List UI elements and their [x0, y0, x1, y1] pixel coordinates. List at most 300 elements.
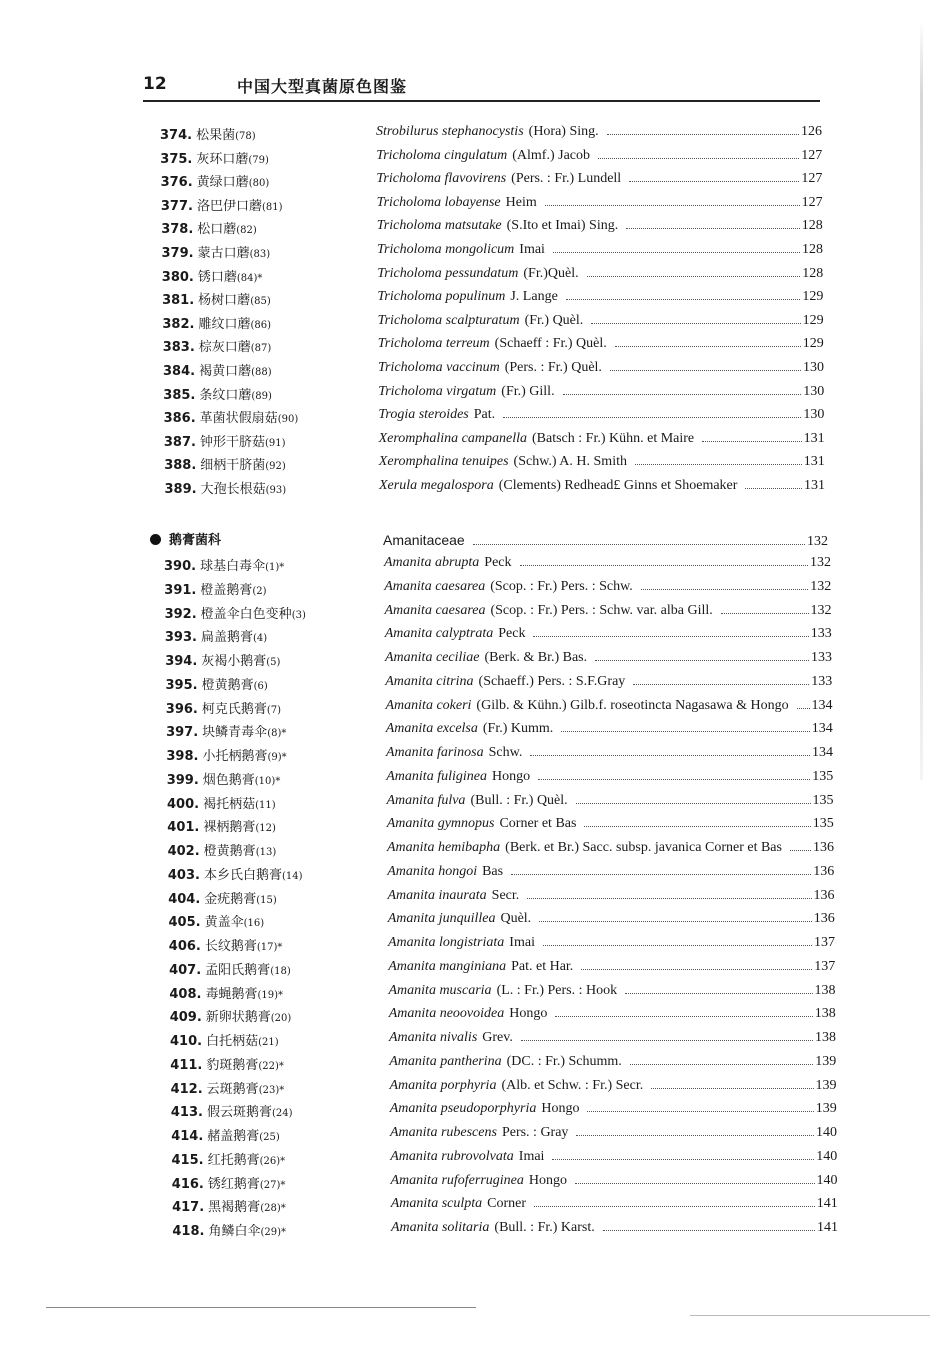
entry-scientific-name: Amanita ceciliae: [385, 650, 480, 665]
entry-author: (Fr.) Gill.: [501, 383, 555, 399]
entry-plate-code: (24): [271, 1108, 293, 1120]
entry-author: Secr.: [491, 887, 520, 903]
entry-author: (Bull. : Fr.) Quèl.: [470, 792, 568, 808]
entry-author: Heim: [505, 194, 537, 210]
entry-page: 140: [816, 1172, 838, 1188]
entry-author: Grev.: [482, 1030, 513, 1045]
entry-name-cn: 黄绿口蘑: [196, 175, 249, 191]
entry-star-mark: *: [280, 1155, 286, 1167]
entry-page: 134: [811, 721, 833, 737]
index-entry: [0, 555, 952, 577]
entry-star-mark: *: [280, 1203, 286, 1215]
entry-latin: [385, 674, 832, 690]
index-entry: [0, 336, 952, 358]
index-entry: [0, 360, 952, 382]
entry-name-cn: 革菌状假扇菇: [199, 411, 278, 427]
entry-number: 389.: [164, 482, 197, 497]
entry-scientific-name: Amanita solitaria: [391, 1220, 490, 1235]
entry-scientific-name: Amanita porphyria: [389, 1077, 497, 1093]
entry-author: (Bull. : Fr.) Karst.: [494, 1220, 595, 1235]
entry-plate-code: (29): [260, 1227, 282, 1238]
index-entry: [0, 674, 952, 696]
entry-plate-code: (20): [270, 1013, 292, 1025]
entry-chinese: [167, 793, 276, 812]
entry-plate-code: (6): [253, 680, 268, 692]
entry-scientific-name: Amanita cokeri: [385, 697, 472, 713]
entry-page: 129: [802, 289, 824, 305]
entry-page: 126: [801, 124, 822, 139]
entry-number: 396.: [165, 701, 198, 717]
entry-name-cn: 灰褐小鹅膏: [201, 654, 267, 669]
entry-scientific-name: Amanita calyptrata: [384, 626, 494, 642]
entry-number: 410.: [170, 1034, 203, 1049]
entry-page: 135: [812, 768, 834, 784]
entry-chinese: [164, 555, 284, 574]
entry-plate-code: (87): [250, 343, 272, 355]
leader-dots: [581, 968, 812, 970]
entry-latin: [390, 1125, 837, 1141]
entry-author: (Fr.) Quèl.: [524, 312, 584, 328]
entry-page: 132: [810, 578, 832, 594]
leader-dots: [530, 754, 810, 756]
entry-number: 399.: [166, 772, 199, 788]
entry-chinese: [166, 674, 268, 693]
entry-name-cn: 新卵状鹅膏: [205, 1010, 271, 1026]
entry-scientific-name: Trogia steroides: [378, 407, 469, 423]
entry-author: (Berk. & Br.) Bas.: [484, 650, 588, 665]
entry-plate-code: (18): [270, 965, 291, 977]
entry-name-cn: 本乡氏白鹅膏: [203, 867, 282, 883]
leader-dots: [576, 802, 811, 804]
entry-chinese: [164, 407, 299, 426]
entry-number: 398.: [166, 749, 199, 764]
entry-number: 413.: [170, 1105, 203, 1121]
entry-chinese: [171, 1101, 293, 1120]
index-entry: [0, 1101, 952, 1123]
entry-plate-code: (27): [259, 1179, 281, 1191]
entry-page: 127: [801, 147, 823, 163]
entry-latin: [389, 1030, 836, 1046]
entry-page: 132: [810, 555, 831, 570]
entry-name-cn: 块鳞青毒伞: [202, 725, 268, 741]
leader-dots: [545, 204, 800, 206]
leader-dots: [553, 251, 800, 253]
entry-number: 378.: [161, 222, 194, 238]
index-entry: [0, 1030, 952, 1052]
entry-author: Corner: [487, 1196, 527, 1212]
entry-number: 384.: [163, 364, 196, 379]
entry-plate-code: (13): [255, 847, 277, 858]
entry-plate-code: (80): [248, 178, 270, 190]
entry-number: 418.: [172, 1224, 205, 1239]
entry-chinese: [171, 1078, 285, 1097]
entry-chinese: [170, 1054, 284, 1073]
entry-chinese: [167, 816, 276, 835]
entry-name-cn: 棕灰口蘑: [198, 340, 251, 356]
entry-number: 414.: [171, 1129, 204, 1144]
entry-chinese: [172, 1220, 286, 1239]
entry-scientific-name: Amanita junquillea: [387, 911, 496, 927]
entry-star-mark: *: [277, 942, 283, 953]
entry-latin: [377, 195, 823, 211]
entry-author: (Gilb. & Kühn.) Gilb.f. roseotincta Nagasawa & Hongo: [476, 697, 789, 713]
entry-page: 136: [813, 840, 834, 855]
entry-page: 140: [816, 1125, 837, 1140]
entry-latin: [387, 793, 834, 809]
entry-scientific-name: Xeromphalina tenuipes: [378, 454, 509, 470]
entry-plate-code: (22): [258, 1060, 279, 1072]
entry-latin: [376, 124, 822, 140]
entry-page: 139: [815, 1077, 837, 1093]
entry-scientific-name: Tricholoma matsutake: [376, 218, 502, 234]
entry-plate-code: (12): [255, 823, 276, 835]
entry-latin: [391, 1196, 838, 1212]
leader-dots: [591, 322, 800, 324]
entry-scientific-name: Amanita neoovoidea: [388, 1006, 505, 1022]
entry-name-cn: 小托柄鹅膏: [202, 749, 268, 764]
index-entry: [0, 1220, 952, 1242]
entry-page: 128: [802, 265, 824, 281]
index-entry: [0, 289, 952, 311]
entry-name-cn: 松果菌: [196, 128, 236, 143]
entry-number: 382.: [162, 316, 195, 332]
entry-name-cn: 烟色鹅膏: [202, 772, 255, 788]
entry-scientific-name: Amanita muscaria: [388, 982, 492, 998]
leader-dots: [533, 635, 808, 637]
entry-star-mark: *: [278, 989, 284, 1001]
entry-latin: [387, 816, 834, 832]
entry-plate-code: (81): [261, 201, 283, 213]
entry-name-cn: 橙盖伞白色变种: [200, 606, 292, 622]
entry-name-cn: 大孢长根菇: [200, 482, 266, 497]
leader-dots: [521, 1039, 813, 1041]
entry-chinese: [168, 840, 277, 859]
entry-name-cn: 洛巴伊口蘑: [196, 198, 262, 214]
index-entry: [0, 888, 952, 910]
family-heading-right: [383, 532, 828, 550]
entry-chinese: [165, 603, 306, 622]
entry-number: 377.: [160, 198, 193, 214]
entry-latin: [389, 1006, 836, 1022]
entry-plate-code: (15): [256, 894, 277, 906]
entry-name-cn: 假云斑鹅膏: [206, 1105, 272, 1121]
entry-latin: [386, 745, 833, 761]
entry-page: 137: [814, 958, 836, 974]
entry-name-cn: 云斑鹅膏: [206, 1081, 259, 1097]
entry-plate-code: (4): [252, 633, 268, 645]
entry-chinese: [172, 1173, 286, 1192]
entry-author: (Almf.) Jacob: [512, 147, 591, 163]
leader-dots: [527, 897, 811, 899]
entry-latin: [377, 289, 823, 305]
entry-plate-code: (14): [281, 870, 303, 882]
index-entry: [0, 1196, 952, 1218]
entry-chinese: [168, 864, 303, 883]
entry-name-cn: 杨树口蘑: [198, 293, 251, 309]
entry-plate-code: (28): [260, 1203, 281, 1215]
entry-number: 403.: [167, 867, 200, 883]
leader-dots: [473, 543, 805, 545]
entry-name-cn: 褐黄口蘑: [199, 364, 252, 379]
entry-star-mark: *: [279, 1084, 285, 1096]
entry-author: Hongo: [528, 1172, 568, 1188]
entry-name-cn: 灰环口蘑: [196, 151, 249, 167]
entry-author: (L. : Fr.) Pers. : Hook: [496, 982, 618, 998]
index-entry: [0, 1078, 952, 1100]
entry-name-cn: 褐托柄菇: [203, 796, 256, 812]
family-heading-left: [150, 529, 221, 548]
entry-author: (Batsch : Fr.) Kühn. et Maire: [532, 430, 695, 446]
entry-star-mark: *: [279, 562, 285, 573]
page-header: [143, 72, 820, 102]
entry-author: Bas: [482, 863, 504, 879]
entry-plate-code: (2): [252, 585, 267, 597]
entry-number: 387.: [163, 434, 196, 450]
index-entry: [0, 603, 952, 625]
entry-chinese: [163, 360, 272, 379]
index-entry: [0, 840, 952, 862]
index-entry: [0, 218, 952, 240]
entry-latin: [384, 555, 831, 571]
entry-chinese: [165, 626, 267, 645]
entry-page: 135: [812, 792, 834, 808]
leader-dots: [587, 1110, 813, 1112]
index-entry: [0, 983, 952, 1005]
index-entry: [0, 1125, 952, 1147]
entry-scientific-name: Amanita excelsa: [385, 721, 478, 737]
entry-name-cn: 扁盖鹅膏: [200, 630, 253, 646]
entry-scientific-name: Amanita manginiana: [388, 958, 507, 974]
entry-latin: [390, 1078, 837, 1094]
leader-dots: [625, 992, 812, 994]
entry-plate-code: (21): [258, 1037, 279, 1048]
entry-page: 131: [803, 454, 825, 470]
index-entry: [0, 864, 952, 886]
index-entry: [0, 626, 952, 648]
entry-scientific-name: Amanita farinosa: [386, 745, 484, 760]
leader-dots: [641, 588, 808, 590]
index-entry: [0, 242, 952, 264]
entry-page: 134: [811, 697, 833, 713]
entry-author: (DC. : Fr.) Schumm.: [506, 1053, 622, 1069]
leader-dots: [587, 275, 801, 277]
entry-number: 404.: [168, 891, 201, 907]
entry-author: Schw.: [488, 745, 523, 760]
entry-chinese: [166, 721, 286, 740]
entry-chinese: [169, 935, 283, 954]
entry-name-cn: 条纹口蘑: [199, 387, 252, 403]
entry-scientific-name: Amanita inaurata: [387, 887, 487, 903]
entry-star-mark: *: [281, 752, 287, 763]
entry-author: (Hora) Sing.: [528, 124, 599, 139]
entry-page: 130: [803, 407, 825, 423]
entry-name-cn: 金疣鹅膏: [204, 891, 257, 907]
entry-latin: [378, 384, 824, 400]
entry-name-cn: 黄盖伞: [204, 915, 244, 931]
entry-scientific-name: Tricholoma flavovirens: [376, 171, 507, 187]
entry-chinese: [160, 148, 269, 167]
entry-chinese: [162, 289, 271, 308]
entry-scientific-name: Amanita fuliginea: [386, 768, 487, 784]
entry-author: J. Lange: [510, 289, 558, 305]
leader-dots: [552, 1158, 814, 1160]
leader-dots: [790, 849, 811, 851]
entry-name-cn: 红托鹅膏: [207, 1152, 260, 1168]
entry-page: 138: [814, 982, 836, 998]
leader-dots: [702, 440, 801, 442]
entry-plate-code: (85): [250, 296, 271, 308]
entry-number: 407.: [169, 962, 202, 978]
index-entry: [0, 478, 952, 500]
entry-name-cn: 蒙古口蘑: [197, 246, 250, 261]
entry-latin: [388, 911, 835, 927]
entry-name-cn: 长纹鹅膏: [204, 939, 257, 954]
entry-number: 385.: [163, 387, 196, 403]
entry-plate-code: (10): [254, 775, 276, 787]
entry-chinese: [162, 242, 271, 261]
entry-latin: [385, 626, 832, 642]
entry-author: Imai: [509, 935, 535, 950]
entry-name-cn: 角鳞白伞: [208, 1224, 261, 1239]
entry-scientific-name: Amanita rubrovolvata: [390, 1148, 514, 1164]
entry-chinese: [160, 124, 256, 143]
entry-plate-code: (90): [277, 414, 299, 426]
entry-chinese: [162, 313, 271, 332]
entry-number: 383.: [162, 340, 195, 356]
entry-name-cn: 橙盖鹅膏: [200, 582, 253, 598]
entry-number: 402.: [167, 844, 200, 859]
entry-latin: [391, 1220, 838, 1236]
footer-rule-right: [690, 1315, 930, 1316]
index-entry: [0, 698, 952, 720]
entry-page: 138: [815, 1030, 836, 1045]
entry-name-cn: 钟形干脐菇: [199, 434, 265, 450]
entry-scientific-name: Tricholoma mongolicum: [377, 242, 515, 257]
index-entry: [0, 148, 952, 170]
entry-author: (Scop. : Fr.) Pers. : Schw. var. alba Gill.: [490, 602, 713, 618]
entry-plate-code: (7): [266, 704, 282, 716]
entry-star-mark: *: [281, 1227, 287, 1238]
entry-latin: [390, 1101, 837, 1117]
index-entry: [0, 1173, 952, 1195]
entry-scientific-name: Tricholoma vaccinum: [378, 360, 500, 375]
index-entry: [0, 935, 952, 957]
entry-author: Hongo: [509, 1006, 548, 1022]
entry-number: 391.: [164, 582, 197, 598]
index-entry: [0, 1149, 952, 1171]
entry-chinese: [170, 1030, 279, 1049]
entry-name-cn: 毒蝇鹅膏: [205, 986, 258, 1002]
entry-name-cn: 裸柄鹅膏: [203, 820, 256, 836]
entry-scientific-name: Tricholoma virgatum: [378, 383, 497, 399]
entry-chinese: [172, 1196, 286, 1215]
entry-page: 136: [813, 911, 835, 927]
leader-dots: [534, 1205, 815, 1207]
entry-latin: [388, 959, 835, 975]
entry-page: 139: [815, 1053, 837, 1069]
entry-number: 417.: [172, 1200, 205, 1216]
entry-latin: [379, 454, 825, 470]
entry-author: (Fr.)Quèl.: [523, 265, 579, 281]
entry-chinese: [169, 959, 291, 978]
entry-page: 134: [812, 745, 833, 760]
entry-number: 386.: [163, 411, 196, 427]
entry-latin: [388, 888, 835, 904]
entry-latin: [388, 935, 835, 951]
leader-dots: [607, 133, 799, 135]
entry-author: Imai: [518, 1148, 545, 1164]
entry-author: (S.Ito et Imai) Sing.: [506, 218, 619, 234]
entry-latin: [387, 840, 834, 856]
index-entry: [0, 816, 952, 838]
entry-number: 376.: [160, 175, 193, 191]
entry-author: (Schaeff.) Pers. : S.F.Gray: [478, 673, 626, 689]
entry-scientific-name: Amanita rufoferruginea: [390, 1172, 524, 1188]
entry-page: 133: [811, 673, 833, 689]
entry-number: 380.: [161, 269, 194, 285]
leader-dots: [511, 873, 811, 875]
entry-plate-code: (23): [258, 1084, 280, 1096]
entry-scientific-name: Tricholoma lobayense: [376, 194, 501, 210]
entry-latin: [379, 431, 825, 447]
entry-page: 137: [814, 935, 835, 950]
entry-chinese: [161, 195, 283, 214]
entry-latin: [377, 242, 823, 258]
leader-dots: [520, 564, 809, 566]
entry-author: Pat. et Har.: [511, 958, 574, 974]
entry-name-cn: 橙黄鹅膏: [203, 844, 256, 859]
entry-chinese: [163, 384, 272, 403]
entry-page: 127: [801, 171, 823, 187]
entry-latin: [376, 171, 822, 187]
entry-author: (Scop. : Fr.) Pers. : Schw.: [490, 578, 633, 594]
leader-dots: [603, 1229, 815, 1231]
entry-author: Quèl.: [500, 911, 532, 927]
entry-scientific-name: Amanita abrupta: [384, 555, 480, 570]
entry-page: 129: [802, 312, 824, 328]
index-entry: [0, 1054, 952, 1076]
entry-number: 388.: [164, 458, 197, 474]
entry-plate-code: (88): [251, 367, 272, 378]
entry-chinese: [168, 888, 277, 907]
entry-page: 131: [803, 430, 825, 446]
entry-plate-code: (1): [265, 562, 280, 573]
entry-latin: [390, 1149, 837, 1165]
leader-dots: [575, 1182, 814, 1184]
entry-page: 135: [812, 816, 834, 832]
leader-dots: [555, 1015, 812, 1017]
leader-dots: [797, 707, 810, 709]
entry-author: (Alb. et Schw. : Fr.) Secr.: [501, 1077, 644, 1093]
entry-author: (Schw.) A. H. Smith: [513, 454, 627, 470]
index-entry: [0, 959, 952, 981]
entry-scientific-name: Amanita fulva: [386, 792, 466, 808]
entry-page: 130: [803, 383, 825, 399]
index-entry: [0, 454, 952, 476]
entry-page: 133: [810, 626, 832, 642]
index-entry: [0, 721, 952, 743]
leader-dots: [563, 393, 802, 395]
entry-latin: [385, 650, 832, 666]
entry-latin: [391, 1173, 838, 1189]
entry-number: 392.: [164, 606, 197, 622]
entry-scientific-name: Amanita pseudoporphyria: [389, 1101, 537, 1117]
leader-dots: [630, 1063, 813, 1065]
entry-latin: [378, 407, 824, 423]
entry-scientific-name: Amanita longistriata: [388, 935, 505, 950]
index-entry: [0, 793, 952, 815]
leader-dots: [576, 1134, 814, 1136]
